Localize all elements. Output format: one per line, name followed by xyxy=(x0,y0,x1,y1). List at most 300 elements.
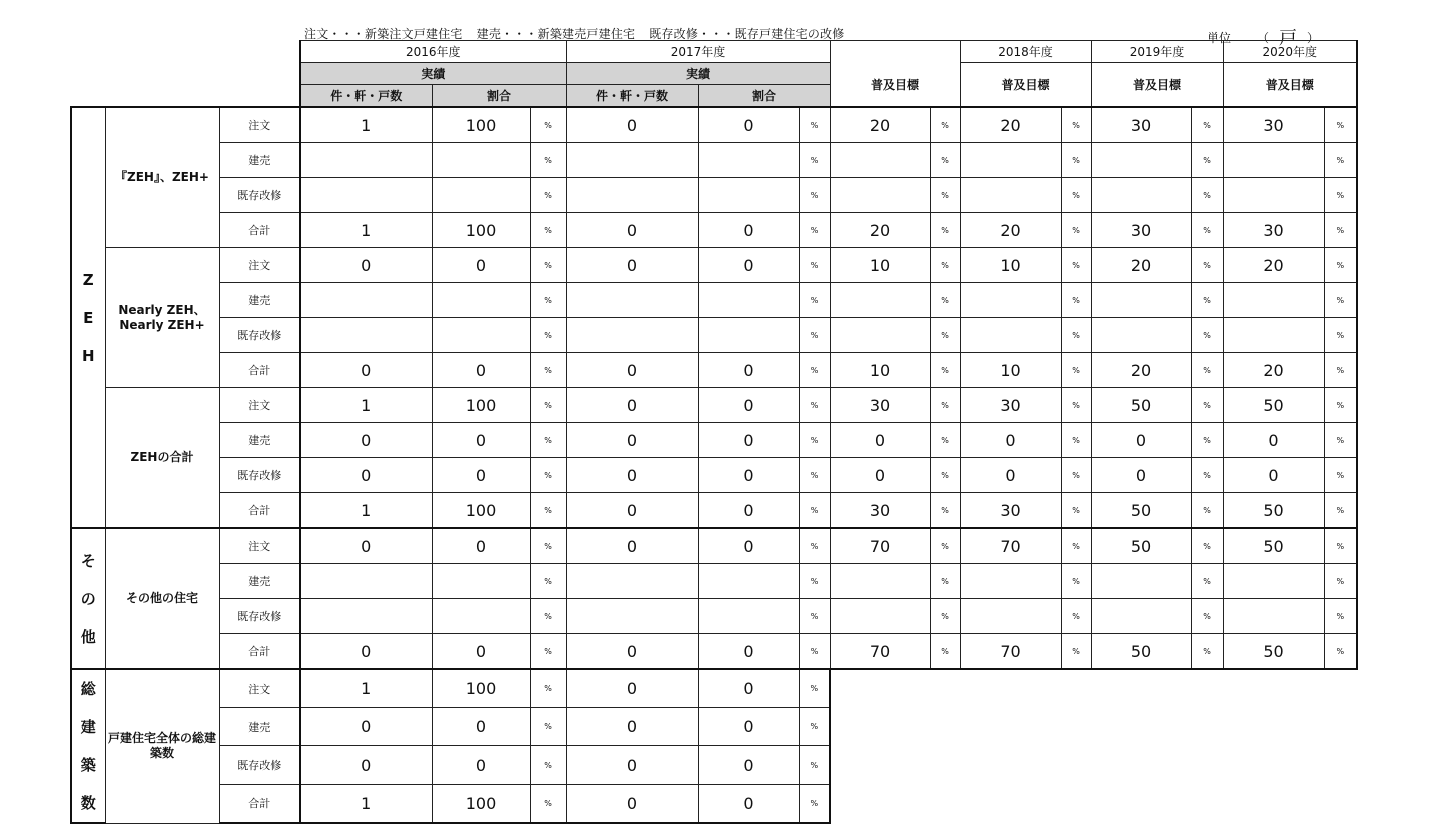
count-2017-cell: 0 xyxy=(566,528,698,564)
count-2017-cell xyxy=(566,564,698,599)
year-2019: 2019年度 xyxy=(1091,41,1223,63)
target-2019-cell: 20 xyxy=(1091,248,1191,283)
target-2019-cell: 20 xyxy=(1091,353,1191,388)
target-2017-cell xyxy=(830,599,930,634)
pct-unit: % xyxy=(930,178,960,213)
ratio-2016-cell: 100 xyxy=(432,388,530,423)
pct-unit: % xyxy=(930,564,960,599)
target-2020-cell xyxy=(1223,564,1324,599)
pct-unit: % xyxy=(530,107,566,143)
pct-unit: % xyxy=(799,107,830,143)
target-2020-cell: 20 xyxy=(1223,248,1324,283)
section-label-char: 数 xyxy=(80,794,96,812)
count-2017-cell: 0 xyxy=(566,213,698,248)
actual-2017-header: 実績 xyxy=(566,63,830,85)
table-row xyxy=(71,178,1357,213)
count-2017-cell: 0 xyxy=(566,353,698,388)
pct-unit: % xyxy=(1191,599,1223,634)
pct-unit: % xyxy=(1061,353,1091,388)
target-2018-cell xyxy=(960,599,1061,634)
section-label xyxy=(71,669,105,823)
target-2020-cell: 50 xyxy=(1223,634,1324,670)
target-2020-cell: 50 xyxy=(1223,388,1324,423)
pct-unit: % xyxy=(1191,528,1223,564)
table-row xyxy=(71,107,1357,143)
section-label xyxy=(71,528,105,669)
ratio-2017-cell xyxy=(698,564,799,599)
category-label: 注文 xyxy=(219,528,300,564)
target-2020-cell xyxy=(1223,178,1324,213)
target-2017-cell: 20 xyxy=(830,107,930,143)
target-2018-cell: 30 xyxy=(960,493,1061,529)
target-2017-cell: 30 xyxy=(830,493,930,529)
year-2017: 2017年度 xyxy=(566,41,830,63)
target-2019-cell: 50 xyxy=(1091,528,1191,564)
target-2017-cell xyxy=(830,318,930,353)
actual-2016-header: 実績 xyxy=(300,63,566,85)
pct-unit: % xyxy=(799,669,830,708)
pct-unit: % xyxy=(1061,178,1091,213)
target-2019-cell: 0 xyxy=(1091,423,1191,458)
target-2018-cell: 20 xyxy=(960,213,1061,248)
pct-unit: % xyxy=(530,746,566,784)
section-label-char: の xyxy=(80,589,96,608)
target-2018-cell: 10 xyxy=(960,248,1061,283)
count-2017-cell xyxy=(566,599,698,634)
category-label: 既存改修 xyxy=(219,599,300,634)
ratio-2016-cell xyxy=(432,599,530,634)
pct-unit: % xyxy=(1191,564,1223,599)
pct-unit: % xyxy=(1191,458,1223,493)
table-row xyxy=(71,528,1357,564)
ratio-2017-cell: 0 xyxy=(698,784,799,823)
category-label: 注文 xyxy=(219,248,300,283)
count-2016-cell: 1 xyxy=(300,213,432,248)
pct-unit: % xyxy=(530,458,566,493)
pct-unit: % xyxy=(799,423,830,458)
ratio-2016-cell xyxy=(432,178,530,213)
pct-unit: % xyxy=(1324,423,1357,458)
count-2016-cell: 1 xyxy=(300,107,432,143)
target-2020-cell: 30 xyxy=(1223,107,1324,143)
target-2018-cell: 70 xyxy=(960,528,1061,564)
pct-unit: % xyxy=(930,493,960,529)
target-2017-cell: 20 xyxy=(830,213,930,248)
section-label-char: 他 xyxy=(80,627,96,646)
count-2017-cell: 0 xyxy=(566,388,698,423)
pct-unit: % xyxy=(1061,318,1091,353)
pct-unit: % xyxy=(930,353,960,388)
ratio-2016-cell: 0 xyxy=(432,634,530,670)
section-label-char: 建 xyxy=(80,718,96,736)
pct-unit: % xyxy=(930,107,960,143)
pct-unit: % xyxy=(1061,143,1091,178)
count-2016-cell: 0 xyxy=(300,746,432,784)
section-label xyxy=(71,107,105,528)
count-2017-cell: 0 xyxy=(566,669,698,708)
table-row xyxy=(71,493,1357,529)
target-2020-cell xyxy=(1223,318,1324,353)
target-2019-header: 普及目標 xyxy=(1091,63,1223,108)
pct-unit: % xyxy=(530,784,566,823)
pct-unit: % xyxy=(1324,599,1357,634)
target-2017-cell: 0 xyxy=(830,423,930,458)
pct-unit: % xyxy=(799,178,830,213)
count-2016-cell: 1 xyxy=(300,669,432,708)
pct-unit: % xyxy=(1191,634,1223,670)
section-label-char: そ xyxy=(80,551,96,570)
table-row xyxy=(71,318,1357,353)
pct-unit: % xyxy=(1324,564,1357,599)
category-label: 合計 xyxy=(219,634,300,670)
pct-unit: % xyxy=(1324,178,1357,213)
note-chumon: 注文・・・新築注文戸建住宅 xyxy=(304,27,463,41)
count-2017-cell xyxy=(566,318,698,353)
pct-unit: % xyxy=(1324,283,1357,318)
ratio-2017-cell xyxy=(698,283,799,318)
pct-unit: % xyxy=(799,599,830,634)
ratio-2016-cell: 100 xyxy=(432,107,530,143)
pct-unit: % xyxy=(1324,528,1357,564)
pct-unit: % xyxy=(1324,634,1357,670)
target-2019-cell: 30 xyxy=(1091,107,1191,143)
target-2017-cell: 70 xyxy=(830,634,930,670)
pct-unit: % xyxy=(930,283,960,318)
target-2018-cell: 20 xyxy=(960,107,1061,143)
target-2020-header: 普及目標 xyxy=(1223,63,1357,108)
target-2017-cell: 10 xyxy=(830,248,930,283)
pct-unit: % xyxy=(799,353,830,388)
pct-unit: % xyxy=(530,708,566,746)
target-2020-cell: 0 xyxy=(1223,423,1324,458)
ratio-2017-cell: 0 xyxy=(698,669,799,708)
ratio-2017-cell: 0 xyxy=(698,458,799,493)
ratio-2017-cell xyxy=(698,178,799,213)
pct-unit: % xyxy=(1061,634,1091,670)
table-row xyxy=(71,388,1357,423)
table-row xyxy=(71,669,1357,708)
pct-unit: % xyxy=(1191,353,1223,388)
target-2017-cell xyxy=(830,143,930,178)
table-row xyxy=(71,599,1357,634)
pct-unit: % xyxy=(530,423,566,458)
pct-unit: % xyxy=(930,388,960,423)
pct-unit: % xyxy=(1324,388,1357,423)
category-label: 合計 xyxy=(219,213,300,248)
pct-unit: % xyxy=(799,634,830,670)
pct-unit: % xyxy=(930,458,960,493)
ratio-2016-cell xyxy=(432,283,530,318)
pct-unit: % xyxy=(1324,318,1357,353)
pct-unit: % xyxy=(799,493,830,529)
ratio-2017-cell: 0 xyxy=(698,746,799,784)
pct-unit: % xyxy=(1191,213,1223,248)
pct-unit: % xyxy=(530,318,566,353)
target-2018-cell xyxy=(960,178,1061,213)
target-2020-cell xyxy=(1223,283,1324,318)
pct-unit: % xyxy=(799,143,830,178)
ratio-2016-cell: 0 xyxy=(432,423,530,458)
category-label: 既存改修 xyxy=(219,318,300,353)
pct-unit: % xyxy=(799,213,830,248)
section-label-char: E xyxy=(83,308,94,327)
pct-unit: % xyxy=(530,493,566,529)
year-2017-target-blank xyxy=(830,41,960,63)
section-label-char: 築 xyxy=(80,756,96,774)
count-2017-cell: 0 xyxy=(566,708,698,746)
pct-unit: % xyxy=(530,669,566,708)
target-2019-cell xyxy=(1091,283,1191,318)
category-label: 注文 xyxy=(219,669,300,708)
count-2017-cell xyxy=(566,283,698,318)
pct-unit: % xyxy=(1061,564,1091,599)
category-label: 合計 xyxy=(219,784,300,823)
target-2018-cell xyxy=(960,318,1061,353)
count-2016-cell: 1 xyxy=(300,388,432,423)
pct-unit: % xyxy=(1324,458,1357,493)
ratio-2017-cell: 0 xyxy=(698,213,799,248)
pct-unit: % xyxy=(1191,248,1223,283)
pct-unit: % xyxy=(530,353,566,388)
pct-unit: % xyxy=(530,564,566,599)
table-row xyxy=(71,458,1357,493)
pct-unit: % xyxy=(930,248,960,283)
pct-unit: % xyxy=(930,634,960,670)
pct-unit: % xyxy=(930,423,960,458)
ratio-2017-cell: 0 xyxy=(698,528,799,564)
count-2016-cell xyxy=(300,143,432,178)
group-label: Nearly ZEH、Nearly ZEH+ xyxy=(105,248,219,388)
target-2018-cell xyxy=(960,143,1061,178)
year-2016: 2016年度 xyxy=(300,41,566,63)
table-row xyxy=(71,283,1357,318)
target-2020-cell: 0 xyxy=(1223,458,1324,493)
ratio-2016-cell: 0 xyxy=(432,353,530,388)
target-2019-cell xyxy=(1091,318,1191,353)
pct-unit: % xyxy=(1191,388,1223,423)
category-label: 既存改修 xyxy=(219,746,300,784)
category-label: 合計 xyxy=(219,353,300,388)
group-label: ZEHの合計 xyxy=(105,388,219,529)
ratio-2017-cell: 0 xyxy=(698,423,799,458)
ratio-2016-cell xyxy=(432,564,530,599)
count-2016-cell: 1 xyxy=(300,784,432,823)
ratio-2017-cell: 0 xyxy=(698,388,799,423)
note-tateuri: 建売・・・新築建売戸建住宅 xyxy=(476,27,636,41)
ratio-2017-cell: 0 xyxy=(698,634,799,670)
ratio-2016-cell: 0 xyxy=(432,458,530,493)
pct-unit: % xyxy=(1324,213,1357,248)
target-2017-cell xyxy=(830,283,930,318)
ratio-2016-cell: 100 xyxy=(432,213,530,248)
pct-unit: % xyxy=(1324,107,1357,143)
group-label: 『ZEH』、ZEH+ xyxy=(105,107,219,248)
table-row xyxy=(71,746,1357,784)
pct-unit: % xyxy=(1061,458,1091,493)
category-label: 合計 xyxy=(219,493,300,529)
pct-unit: % xyxy=(799,564,830,599)
table-row xyxy=(71,708,1357,746)
ratio-2016-cell: 0 xyxy=(432,528,530,564)
pct-unit: % xyxy=(799,248,830,283)
pct-unit: % xyxy=(930,143,960,178)
target-2019-cell: 50 xyxy=(1091,634,1191,670)
target-2017-cell: 30 xyxy=(830,388,930,423)
target-2019-cell xyxy=(1091,178,1191,213)
count-2017-cell xyxy=(566,178,698,213)
pct-unit: % xyxy=(1191,107,1223,143)
ratio-2016-cell: 0 xyxy=(432,746,530,784)
pct-unit: % xyxy=(530,248,566,283)
target-2018-header: 普及目標 xyxy=(960,63,1091,108)
pct-unit: % xyxy=(799,318,830,353)
pct-unit: % xyxy=(530,143,566,178)
target-2018-cell: 70 xyxy=(960,634,1061,670)
table-row xyxy=(71,353,1357,388)
pct-unit: % xyxy=(930,528,960,564)
year-2020: 2020年度 xyxy=(1223,41,1357,63)
ratio-2017-cell: 0 xyxy=(698,353,799,388)
group-label: 戸建住宅全体の総建築数 xyxy=(105,669,219,823)
count-2016-cell: 0 xyxy=(300,708,432,746)
target-2020-cell: 50 xyxy=(1223,528,1324,564)
target-2018-cell xyxy=(960,283,1061,318)
category-label: 既存改修 xyxy=(219,178,300,213)
ratio-2016-cell xyxy=(432,143,530,178)
count-2017-cell: 0 xyxy=(566,634,698,670)
target-2018-cell: 10 xyxy=(960,353,1061,388)
count-2016-cell xyxy=(300,564,432,599)
count-2016-cell: 0 xyxy=(300,634,432,670)
ratio-2017-cell: 0 xyxy=(698,493,799,529)
pct-unit: % xyxy=(1061,493,1091,529)
count-2016-cell: 1 xyxy=(300,493,432,529)
pct-unit: % xyxy=(930,318,960,353)
pct-unit: % xyxy=(799,283,830,318)
unit-paren-close: ） xyxy=(1307,31,1320,45)
pct-unit: % xyxy=(1061,248,1091,283)
table-row xyxy=(71,248,1357,283)
count-2017-header: 件・軒・戸数 xyxy=(566,85,698,108)
header-row-actual xyxy=(71,63,1357,85)
table-row xyxy=(71,213,1357,248)
target-2018-cell: 0 xyxy=(960,458,1061,493)
category-label: 建売 xyxy=(219,423,300,458)
target-2018-cell: 0 xyxy=(960,423,1061,458)
section-label-char: Z xyxy=(82,270,94,289)
pct-unit: % xyxy=(1324,493,1357,529)
pct-unit: % xyxy=(530,178,566,213)
category-label: 既存改修 xyxy=(219,458,300,493)
pct-unit: % xyxy=(1191,178,1223,213)
table-row xyxy=(71,564,1357,599)
ratio-2017-cell: 0 xyxy=(698,107,799,143)
target-2019-cell xyxy=(1091,564,1191,599)
target-2019-cell: 50 xyxy=(1091,388,1191,423)
target-2020-cell xyxy=(1223,599,1324,634)
category-label: 建売 xyxy=(219,143,300,178)
count-2017-cell: 0 xyxy=(566,107,698,143)
ratio-2016-cell: 0 xyxy=(432,248,530,283)
pct-unit: % xyxy=(530,213,566,248)
housing-target-table xyxy=(70,40,1358,824)
group-label: その他の住宅 xyxy=(105,528,219,669)
pct-unit: % xyxy=(1191,318,1223,353)
table-row xyxy=(71,423,1357,458)
pct-unit: % xyxy=(799,528,830,564)
ratio-2017-header: 割合 xyxy=(698,85,830,108)
target-2019-cell: 30 xyxy=(1091,213,1191,248)
category-label: 建売 xyxy=(219,708,300,746)
target-2017-cell: 10 xyxy=(830,353,930,388)
ratio-2016-cell: 100 xyxy=(432,784,530,823)
table-row xyxy=(71,634,1357,670)
pct-unit: % xyxy=(1061,528,1091,564)
pct-unit: % xyxy=(1324,248,1357,283)
pct-unit: % xyxy=(1191,283,1223,318)
pct-unit: % xyxy=(530,388,566,423)
ratio-2017-cell xyxy=(698,318,799,353)
pct-unit: % xyxy=(1191,143,1223,178)
target-2020-cell: 50 xyxy=(1223,493,1324,529)
category-label: 注文 xyxy=(219,388,300,423)
year-2018: 2018年度 xyxy=(960,41,1091,63)
table-row xyxy=(71,143,1357,178)
target-2018-cell: 30 xyxy=(960,388,1061,423)
pct-unit: % xyxy=(1061,107,1091,143)
ratio-2017-cell xyxy=(698,143,799,178)
count-2016-cell xyxy=(300,599,432,634)
count-2017-cell xyxy=(566,143,698,178)
pct-unit: % xyxy=(530,634,566,670)
unit-caption: 単位 xyxy=(1207,31,1232,45)
count-2017-cell: 0 xyxy=(566,493,698,529)
ratio-2017-cell: 0 xyxy=(698,248,799,283)
pct-unit: % xyxy=(799,458,830,493)
target-2017-cell: 70 xyxy=(830,528,930,564)
count-2016-cell xyxy=(300,178,432,213)
pct-unit: % xyxy=(799,708,830,746)
section-label-char: 総 xyxy=(80,680,96,698)
pct-unit: % xyxy=(1061,423,1091,458)
pct-unit: % xyxy=(1061,599,1091,634)
table-row xyxy=(71,784,1357,823)
unit-value: 戸 xyxy=(1279,28,1298,49)
count-2017-cell: 0 xyxy=(566,784,698,823)
count-2016-cell: 0 xyxy=(300,248,432,283)
pct-unit: % xyxy=(1061,388,1091,423)
target-2017-cell xyxy=(830,564,930,599)
target-2017-cell: 0 xyxy=(830,458,930,493)
target-2018-cell xyxy=(960,564,1061,599)
target-2019-cell xyxy=(1091,599,1191,634)
pct-unit: % xyxy=(530,599,566,634)
count-2017-cell: 0 xyxy=(566,423,698,458)
target-2019-cell: 0 xyxy=(1091,458,1191,493)
header-row-years xyxy=(71,41,1357,63)
pct-unit: % xyxy=(1324,353,1357,388)
pct-unit: % xyxy=(1191,423,1223,458)
count-2017-cell: 0 xyxy=(566,248,698,283)
ratio-2016-cell: 0 xyxy=(432,708,530,746)
count-2017-cell: 0 xyxy=(566,458,698,493)
count-2016-header: 件・軒・戸数 xyxy=(300,85,432,108)
pct-unit: % xyxy=(1061,283,1091,318)
pct-unit: % xyxy=(1324,143,1357,178)
note-kaishu: 既存改修・・・既存戸建住宅の改修 xyxy=(649,27,845,41)
section-label-char: H xyxy=(81,346,95,365)
target-2017-header: 普及目標 xyxy=(830,63,960,108)
